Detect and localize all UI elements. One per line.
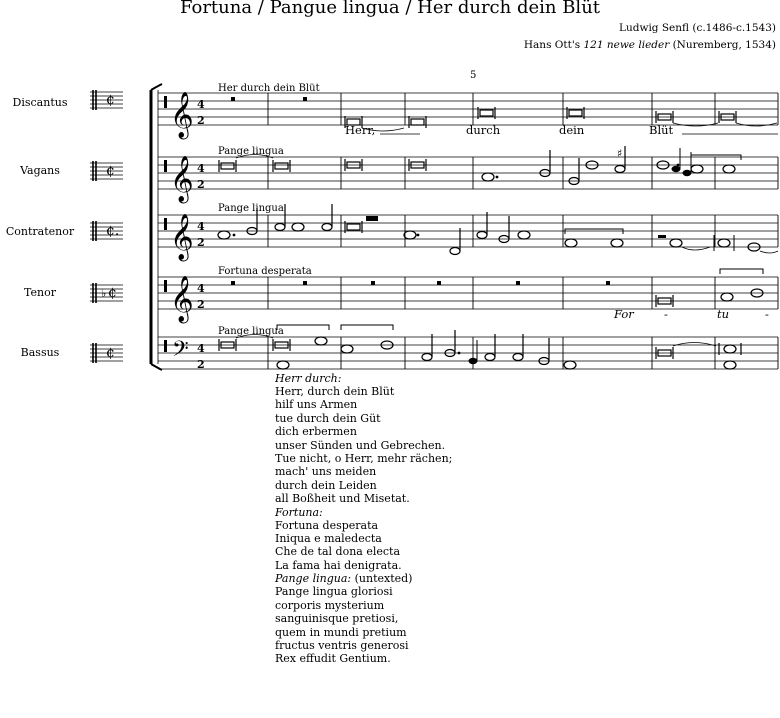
lyric-tenor-2: -: [664, 307, 668, 321]
incipit-clefs: [93, 90, 96, 363]
svg-text:2: 2: [197, 298, 205, 311]
score-title: Fortuna / Pangue lingua / Her durch dein Blüt: [179, 0, 601, 18]
poem-line: Tue nicht, o Herr, mehr rächen;: [275, 452, 453, 466]
main-clefs: [164, 92, 194, 367]
notes-bassus: [219, 325, 741, 369]
tune-label-vagans: Pange lingua: [218, 146, 284, 157]
lyric-tenor-4: -: [765, 307, 769, 321]
tune-label-discantus: Her durch dein Blüt: [218, 83, 320, 94]
poem-line: durch dein Leiden: [275, 478, 377, 492]
time-signatures: [197, 98, 205, 371]
notes-bassus-fill: [458, 340, 478, 364]
poem-line: all Boßheit und Misetat.: [275, 492, 410, 506]
voice-name-tenor: Tenor: [24, 286, 56, 299]
mensuration-discantus: ¢: [106, 92, 115, 108]
measure-number: 5: [470, 70, 477, 81]
treble-clef-tenor: 𝄞: [170, 276, 194, 322]
poem-line: Fortuna desperata: [275, 518, 379, 532]
poem-line: Che de tal dona electa: [275, 545, 401, 559]
flat-tenor: ♭: [101, 287, 107, 300]
poem-note: (untexted): [351, 572, 413, 586]
tune-label-bassus: Pange lingua: [218, 326, 284, 337]
mensuration-tenor: ¢: [108, 285, 117, 301]
c-clef-vagans: [164, 160, 167, 172]
poem-line: La fama hai denigrata.: [275, 558, 402, 572]
poem-title: Pange lingua:: [275, 572, 352, 586]
treble-clef-contratenor: 𝄞: [170, 214, 194, 260]
svg-text:4: 4: [197, 282, 205, 295]
tune-label-tenor: Fortuna desperata: [218, 266, 312, 277]
c-clef-bassus: [164, 340, 167, 352]
poem-fortuna: [275, 506, 452, 573]
voice-name-discantus: Discantus: [12, 96, 68, 109]
svg-text:2: 2: [197, 358, 205, 371]
bass-clef-bassus: 𝄢: [172, 337, 189, 367]
source-suffix: (Nuremberg, 1534): [669, 39, 776, 51]
poem-line: fructus ventris generosi: [275, 638, 409, 652]
svg-text:2: 2: [197, 178, 205, 191]
svg-text:4: 4: [197, 98, 205, 111]
svg-text:4: 4: [197, 220, 205, 233]
notes-discantus: [231, 97, 778, 134]
voice-name-bassus: Bassus: [20, 346, 60, 359]
voice-name-contratenor: Contratenor: [5, 225, 75, 238]
tune-label-contratenor: Pange lingua: [218, 203, 284, 214]
mensuration-vagans: ¢: [106, 163, 115, 179]
mensuration-contratenor: ¢.: [106, 223, 120, 239]
source-title: 121 newe lieder: [583, 39, 670, 51]
notes-contratenor-fill: [233, 216, 734, 251]
poem-line: Pange lingua gloriosi: [275, 585, 393, 599]
svg-text:4: 4: [197, 162, 205, 175]
poem-title: Herr durch:: [275, 372, 342, 385]
poem-line: unser Sünden und Gebrechen.: [275, 438, 446, 452]
lyric-tenor-3: tu: [717, 307, 730, 321]
poem-line: Rex effudit Gentium.: [275, 652, 391, 666]
poem-title: Fortuna:: [275, 505, 323, 519]
poem-title-line: [275, 572, 452, 585]
c-clef-contratenor: [164, 218, 167, 230]
notes-vagans-filled: [496, 147, 692, 178]
c-clef-discantus: [164, 96, 167, 108]
poem-line: Iniqua e maledecta: [275, 532, 382, 546]
c-clef-tenor: [164, 280, 167, 292]
source-prefix: Hans Ott's: [523, 39, 584, 51]
poem-line: dich erbermen: [275, 425, 357, 439]
poem-line: corporis mysterium: [275, 598, 385, 612]
poem-line: mach' uns meiden: [275, 465, 377, 479]
svg-text:♯: ♯: [617, 147, 623, 160]
svg-text:2: 2: [197, 114, 205, 127]
poem-line: hilf uns Armen: [275, 398, 358, 412]
voice-name-vagans: Vagans: [20, 164, 60, 177]
poem-texts: [275, 372, 452, 666]
svg-text:4: 4: [197, 342, 205, 355]
treble-clef-discantus: 𝄞: [170, 92, 194, 138]
system-bracket: [151, 84, 162, 370]
svg-text:2: 2: [197, 236, 205, 249]
mensuration-bassus: ¢: [106, 345, 115, 361]
lyric-discantus-1: Herr,: [345, 123, 376, 137]
lyric-tenor-1: For: [614, 307, 634, 321]
poem-line: Herr, durch dein Blüt: [275, 385, 395, 398]
lyric-discantus-4: Blüt: [649, 123, 674, 137]
treble-clef-vagans: 𝄞: [170, 156, 194, 202]
poem-line: sanguinisque pretiosi,: [275, 612, 399, 626]
poem-line: tue durch dein Güt: [275, 411, 381, 425]
poem-herr-durch: [275, 372, 452, 506]
lyric-discantus-3: dein: [559, 123, 585, 137]
poem-line: quem in mundi pretium: [275, 625, 407, 639]
lyric-discantus-2: durch: [466, 123, 501, 137]
poem-pange-lingua: [275, 572, 452, 665]
incipit-mensurations: [101, 92, 119, 361]
composer-credit: Ludwig Senfl (c.1486-c.1543): [619, 22, 776, 34]
